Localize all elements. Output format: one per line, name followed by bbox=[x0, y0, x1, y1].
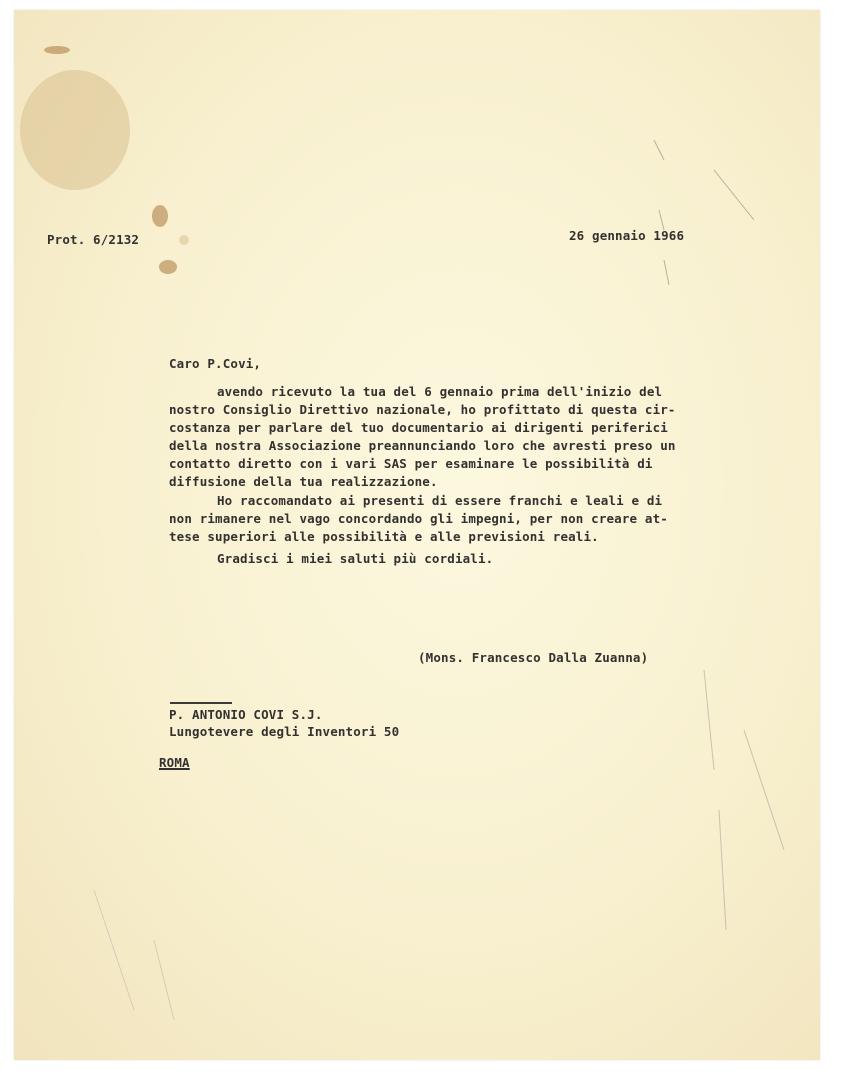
recipient-name: P. ANTONIO COVI S.J. bbox=[169, 707, 323, 722]
paragraph-1-line-1: avendo ricevuto la tua del 6 gennaio prima dell'inizio del bbox=[217, 384, 663, 399]
signature: (Mons. Francesco Dalla Zuanna) bbox=[418, 650, 649, 665]
paragraph-2-line-1: Ho raccomandato ai presenti di essere franchi e leali e di bbox=[217, 493, 663, 508]
closing-line: Gradisci i miei saluti più cordiali. bbox=[217, 551, 494, 566]
recipient-address: Lungotevere degli Inventori 50 bbox=[169, 724, 400, 739]
protocol-number: Prot. 6/2132 bbox=[47, 232, 140, 247]
paragraph-2-line-3: tese superiori alle possibilità e alle previsioni reali. bbox=[169, 529, 599, 544]
letter-date: 26 gennaio 1966 bbox=[569, 228, 685, 243]
recipient-city: ROMA bbox=[159, 755, 190, 770]
letter-page bbox=[14, 10, 820, 1060]
salutation: Caro P.Covi, bbox=[169, 356, 262, 371]
recipient-rule bbox=[170, 702, 232, 704]
paragraph-1-line-3: costanza per parlare del tuo documentario ai dirigenti periferici bbox=[169, 420, 668, 435]
paragraph-1-line-6: diffusione della tua realizzazione. bbox=[169, 474, 438, 489]
paragraph-1-line-5: contatto diretto con i vari SAS per esaminare le possibilità di bbox=[169, 456, 653, 471]
paragraph-2-line-2: non rimanere nel vago concordando gli impegni, per non creare at- bbox=[169, 511, 668, 526]
paragraph-1-line-2: nostro Consiglio Direttivo nazionale, ho profittato di questa cir- bbox=[169, 402, 676, 417]
paragraph-1-line-4: della nostra Associazione preannunciando loro che avresti preso un bbox=[169, 438, 676, 453]
